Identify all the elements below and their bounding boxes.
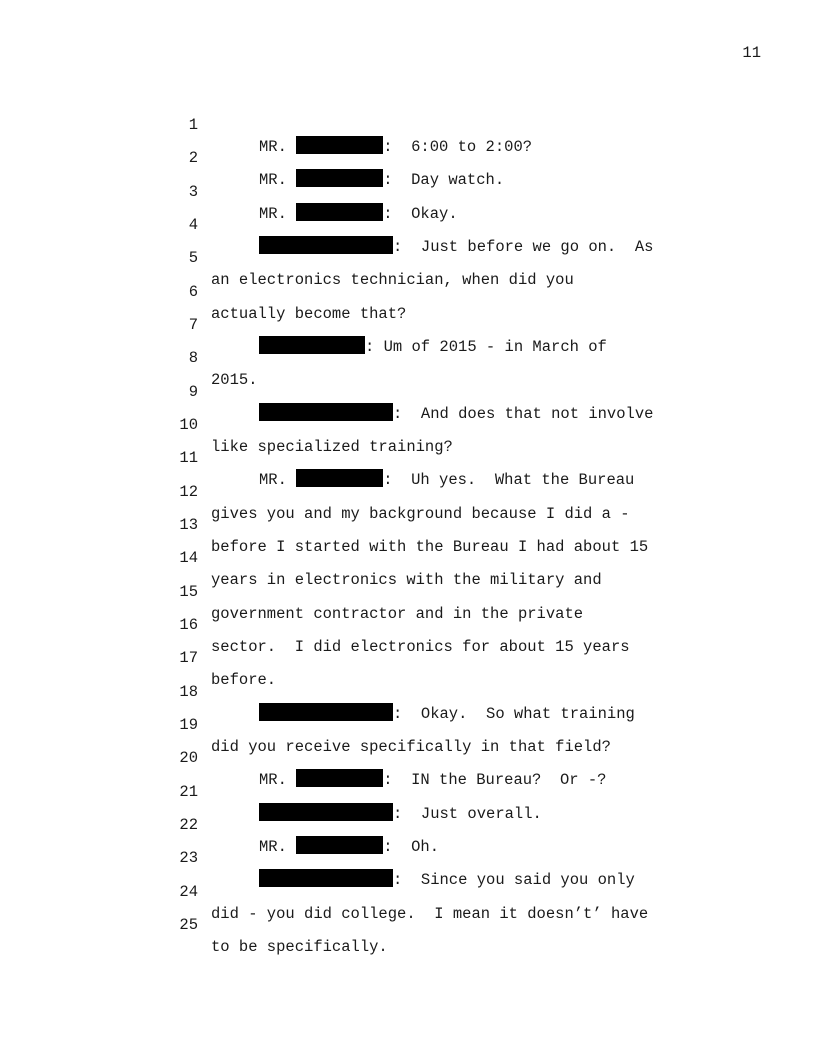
line-text: 2015. [211, 371, 258, 389]
line-number: 21 [179, 783, 198, 801]
speech-text: : Okay. [383, 205, 458, 223]
line-text: before I started with the Bureau I had about 15 [211, 538, 649, 556]
line-text: gives you and my background because I did a - [211, 505, 630, 523]
line-number: 22 [179, 816, 198, 834]
speaker-title: MR. [259, 171, 297, 189]
transcript-line [0, 225, 816, 289]
line-number: 7 [188, 316, 198, 334]
line-number: 9 [188, 383, 198, 401]
speaker-title: MR. [259, 838, 297, 856]
line-number: 2 [188, 149, 198, 167]
transcript-line [0, 725, 816, 789]
speech-text: : Just before we go on. As [393, 238, 654, 256]
line-number: 12 [179, 483, 198, 501]
transcript-line [0, 425, 816, 489]
line-number: 11 [179, 449, 198, 467]
speech-text: : Okay. So what training [393, 705, 635, 723]
speaker-title: MR. [259, 138, 297, 156]
transcript-line [0, 159, 816, 223]
transcript-line [0, 559, 816, 623]
transcript-line [0, 892, 816, 956]
transcript-line [0, 492, 816, 556]
transcript-line [0, 392, 816, 456]
line-number: 13 [179, 516, 198, 534]
line-number: 25 [179, 916, 198, 934]
speech-text: : Since you said you only [393, 871, 635, 889]
transcript-line [0, 592, 816, 656]
line-number: 20 [179, 749, 198, 767]
line-number: 3 [188, 183, 198, 201]
line-number: 24 [179, 883, 198, 901]
line-text: like specialized training? [211, 438, 453, 456]
transcript-line [0, 692, 816, 756]
speaker-title: MR. [259, 471, 297, 489]
transcript-line [0, 125, 816, 189]
line-text: an electronics technician, when did you [211, 271, 574, 289]
line-number: 17 [179, 649, 198, 667]
transcript-line [0, 292, 816, 356]
line-text: to be specifically. [211, 938, 388, 956]
speech-text: : Uh yes. What the Bureau [383, 471, 635, 489]
transcript-line [0, 92, 816, 156]
speaker-title: MR. [259, 205, 297, 223]
transcript-line [0, 625, 816, 689]
transcript-line [0, 459, 816, 523]
speech-text: : Just overall. [393, 805, 542, 823]
speech-text: : Oh. [383, 838, 440, 856]
line-text: government contractor and in the private [211, 605, 584, 623]
transcript-line [0, 792, 816, 856]
line-number: 4 [188, 216, 198, 234]
line-number: 18 [179, 683, 198, 701]
line-text: actually become that? [211, 305, 407, 323]
line-number: 5 [188, 249, 198, 267]
speech-text: : And does that not involve [393, 405, 654, 423]
transcript-line [0, 525, 816, 589]
transcript-line [0, 359, 816, 423]
line-number: 10 [179, 416, 198, 434]
transcript-line [0, 825, 816, 889]
speech-text: : 6:00 to 2:00? [383, 138, 533, 156]
line-number: 8 [188, 349, 198, 367]
transcript-line [0, 859, 816, 923]
line-text: sector. I did electronics for about 15 years [211, 638, 630, 656]
transcript-line [0, 759, 816, 823]
line-number: 14 [179, 549, 198, 567]
speaker-title: MR. [259, 771, 297, 789]
line-number: 6 [188, 283, 198, 301]
line-text: years in electronics with the military and [211, 571, 602, 589]
line-number: 15 [179, 583, 198, 601]
transcript-line [0, 192, 816, 256]
page-number: 11 [742, 44, 761, 62]
line-text: did - you did college. I mean it doesn’t’ have [211, 905, 649, 923]
transcript-line [0, 259, 816, 323]
transcript-line [0, 659, 816, 723]
line-number: 1 [188, 116, 198, 134]
speech-text: : IN the Bureau? Or -? [383, 771, 607, 789]
transcript-line [0, 325, 816, 389]
line-text: did you receive specifically in that field? [211, 738, 611, 756]
speech-text: : Day watch. [383, 171, 505, 189]
speech-text: : Um of 2015 - in March of [365, 338, 607, 356]
line-number: 23 [179, 849, 198, 867]
line-text: before. [211, 671, 277, 689]
line-number: 19 [179, 716, 198, 734]
line-number: 16 [179, 616, 198, 634]
